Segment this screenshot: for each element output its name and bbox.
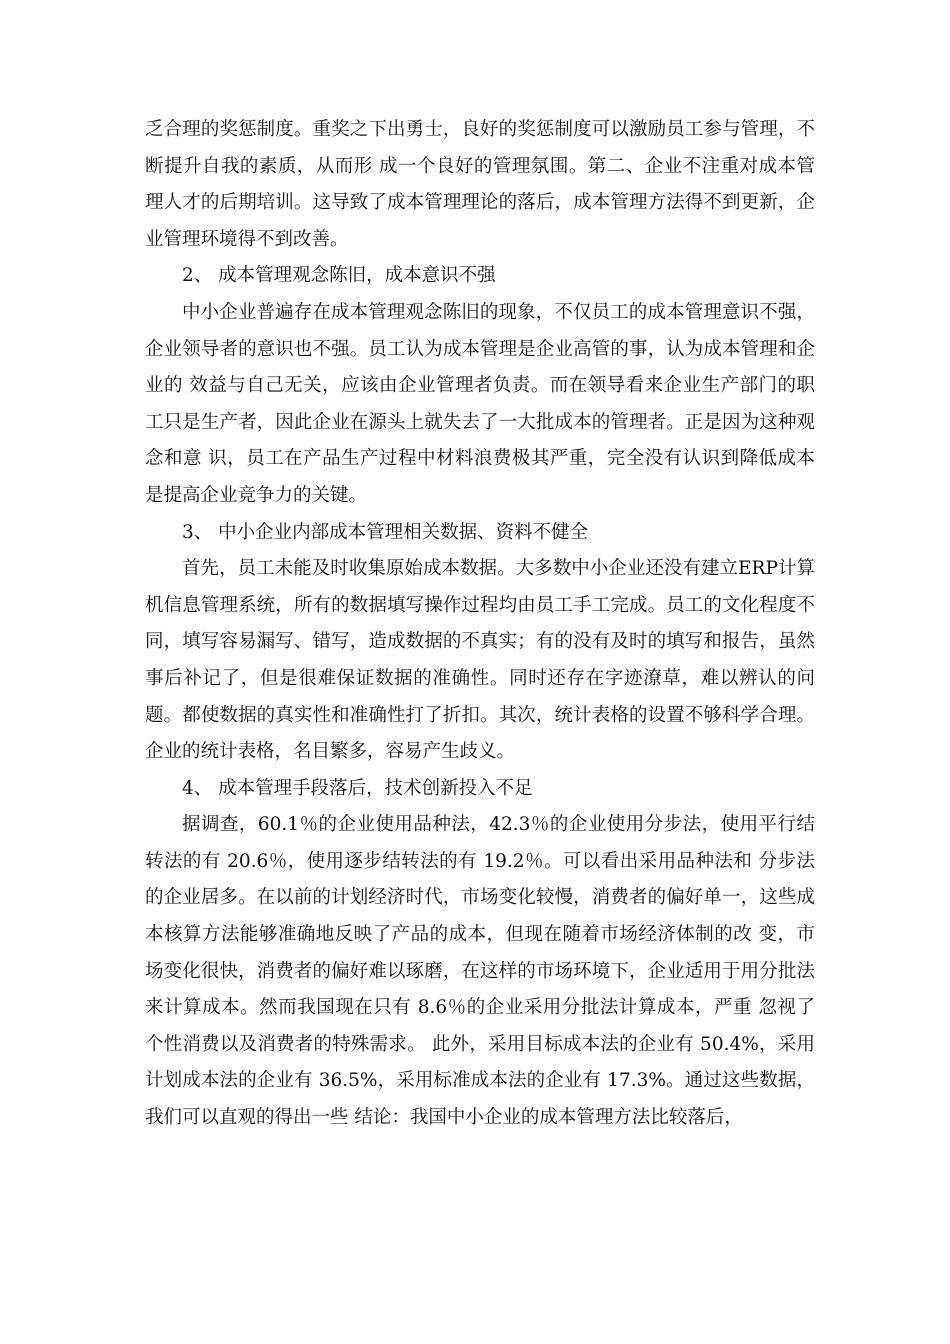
paragraph-survey-methods: 据调查，60.1％的企业使用品种法，42.3％的企业使用分步法，使用平行结转法的有 20.6％，使用逐步结转法的有 19.2％。可以看出采用品种法和 分步法的企业居多。在以前的计划经济时代，市场变化较慢，消费者的偏好单一，这些成本核算方法能够准确地反映了产品的成本，但现在随着市场经济体制的改 变，市场变化很快，消费者的偏好难以琢磨，在这样的市场环境下，企业适用于用分批法来计算成本。然而我国现在只有 8.6％的企业采用分批法计算成本，严重 忽视了个性消费以及消费者的特殊需求。 此外，采用目标成本法的企业有 50.4%，采用计划成本法的企业有 36.5%，采用标准成本法的企业有 17.3%。通过这些数据，我们可以直观的得出一些 结论：我国中小企业的成本管理方法比较落后， — [145, 814, 815, 1129]
section-heading-2: 2、 成本管理观念陈旧，成本意识不强 — [182, 265, 496, 287]
document-body — [145, 112, 815, 1137]
paragraph-outdated-concepts: 中小企业普遍存在成本管理观念陈旧的现象，不仅员工的成本管理意识不强，企业领导者的意识也不强。员工认为成本管理是企业高管的事，认为成本管理和企业的 效益与自己无关，应该由企业管理者负责。而在领导看来企业生产部门的职工只是生产者，因此企业在源头上就失去了一大批成本的管理者。正是因为这种观念和意 识，员工在产品生产过程中材料浪费极其严重，完全没有认识到降低成本是提高企业竞争力的关键。 — [145, 301, 815, 506]
paragraph-reward-system: 乏合理的奖惩制度。重奖之下出勇士，良好的奖惩制度可以激励员工参与管理，不断提升自我的素质，从而形 成一个良好的管理氛围。第二、企业不注重对成本管理人才的后期培训。这导致了成本管理理论的落后，成本管理方法得不到更新，企业管理环境得不到改善。 — [145, 119, 815, 250]
paragraph-incomplete-data: 首先，员工未能及时收集原始成本数据。大多数中小企业还没有建立ERP计算机信息管理系统，所有的数据填写操作过程均由员工手工完成。员工的文化程度不 同，填写容易漏写、错写，造成数据的不真实；有的没有及时的填写和报告，虽然事后补记了，但是很难保证数据的准确性。同时还存在字迹潦草，难以辨认的问 题。都使数据的真实性和准确性打了折扣。其次，统计表格的设置不够科学合理。企业的统计表格，名目繁多，容易产生歧义。 — [145, 558, 815, 763]
section-heading-3: 3、 中小企业内部成本管理相关数据、资料不健全 — [182, 521, 589, 543]
section-heading-4: 4、 成本管理手段落后，技术创新投入不足 — [182, 777, 533, 799]
